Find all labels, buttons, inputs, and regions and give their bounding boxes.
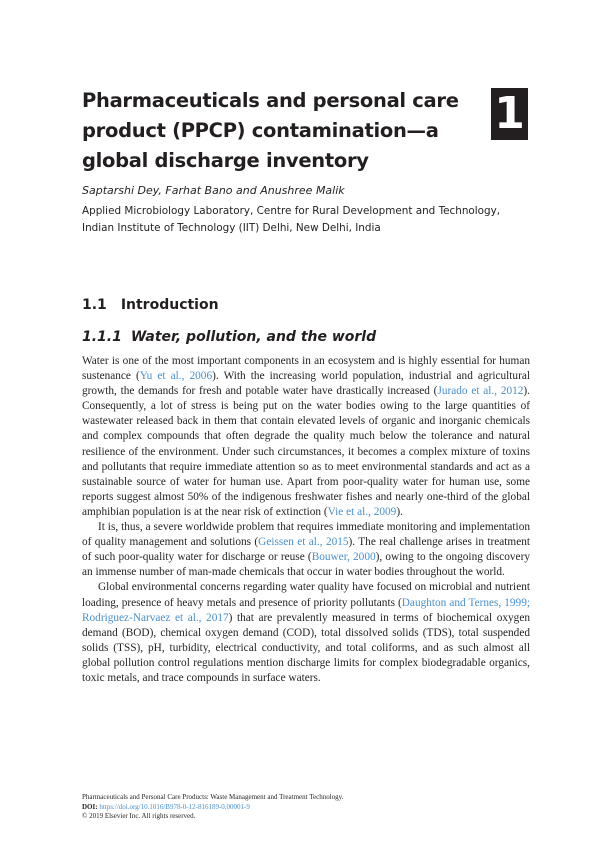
paragraph-text: ). xyxy=(396,505,403,518)
section-title: Introduction xyxy=(120,297,219,313)
citation-link[interactable]: Yu et al., 2006 xyxy=(139,370,213,383)
paragraph-text: Water is one of the most important components in an ecosystem and is highly essential for human sustenance ( xyxy=(82,355,530,383)
paragraph-text: Global environmental concerns regarding water quality have focused on microbial and nutrient loading, presence of heavy metals and presence of priority pollutants ( xyxy=(82,581,530,609)
authors: Saptarshi Dey, Farhat Bano and Anushree Malik xyxy=(82,184,345,197)
citation-link[interactable]: Bouwer, 2000 xyxy=(311,551,376,564)
paragraph-2 xyxy=(82,520,530,580)
section-heading xyxy=(82,297,219,313)
subsection-heading xyxy=(82,329,376,345)
footer-book-title: Pharmaceuticals and Personal Care Products: Waste Management and Treatment Technology. xyxy=(82,793,344,801)
doi-label: DOI: xyxy=(82,802,98,811)
paragraph-text: ). With the increasing world population, industrial and agricultural growth, the demands for fresh and potable water have drastically increased ( xyxy=(82,370,530,398)
paragraph-3 xyxy=(82,580,530,686)
paragraph-text: It is, thus, a severe worldwide problem that requires immediate monitoring and implementation of quality management and solutions ( xyxy=(82,521,530,549)
subsection-title: Water, pollution, and the world xyxy=(130,329,377,345)
paragraph-1 xyxy=(82,354,530,520)
footer-doi xyxy=(82,803,522,813)
section-number: 1.1 xyxy=(82,297,107,313)
paragraph-text: ). Consequently, a lot of stress is being put on the water bodies owing to the large quantities of wastewater released back in them that contain elevated levels of organic and inorganic chemicals and complex compounds that often degrade the quality much below the tolerance and natural resilience of the environment. Under such circumstances, it becomes a complex mixture of toxins and pollutants that require immediate attention so as to meet environmental standards and act as a sustainable source of water for human use. Apart from poor-quality water for human use, some reports suggest almost 50% of the indigenous freshwater fishes and nearly one-third of the global amphibian population is at the near risk of extinction ( xyxy=(82,385,531,518)
affiliation: Applied Microbiology Laboratory, Centre for Rural Development and Technology, Indian Institute of Technology (IIT) Delhi, New Delhi, India xyxy=(82,205,501,234)
citation-link[interactable]: Daughton and Ternes, 1999; Rodriguez-Narvaez et al., 2017 xyxy=(82,596,530,624)
citation-link[interactable]: Jurado et al., 2012 xyxy=(437,385,524,398)
citation-link[interactable]: Geissen et al., 2015 xyxy=(258,536,349,549)
paragraph-text: ) that are prevalently measured in terms of biochemical oxygen demand (BOD), chemical oxygen demand (COD), total dissolved solids (TDS), total suspended solids (TSS), pH, turbidity, electrical conductivity, and total coliforms, and as such almost all global pollution control regulations mention discharge limits for complex biodegradable organics, toxic metals, and trace compounds in surface waters. xyxy=(82,611,530,684)
footer-copyright: © 2019 Elsevier Inc. All rights reserved. xyxy=(82,812,196,820)
paragraph-text: ), owing to the ongoing discovery an immense number of man-made chemicals that occur in water bodies throughout the world. xyxy=(82,551,530,579)
citation-link[interactable]: Vie et al., 2009 xyxy=(327,505,397,518)
paragraph-text: ). The real challenge arises in treatment of such poor-quality water for discharge or reuse ( xyxy=(82,536,530,564)
chapter-number-badge: 1 xyxy=(491,88,528,140)
body-text xyxy=(82,354,530,686)
subsection-number: 1.1.1 xyxy=(82,329,122,345)
doi-link[interactable]: https://doi.org/10.1016/B978-0-12-816189-0.00001-9 xyxy=(99,802,250,811)
page-footer xyxy=(82,793,522,822)
chapter-title: Pharmaceuticals and personal care product (PPCP) contamination—a global discharge inventory xyxy=(82,89,459,172)
